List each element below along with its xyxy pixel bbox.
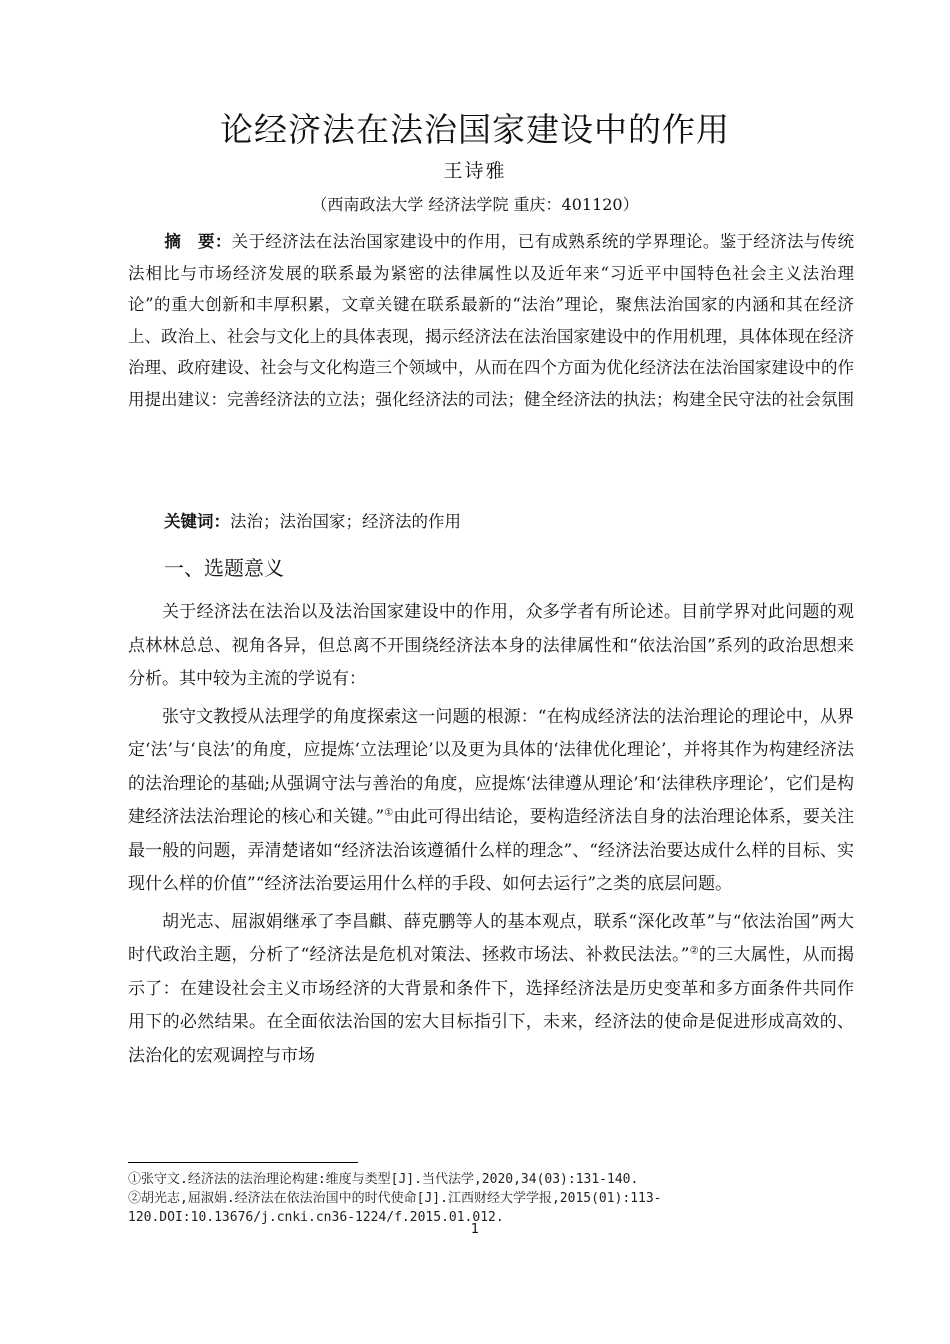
body-text <box>128 596 854 1073</box>
paragraph-2 <box>128 701 854 902</box>
paper-title: 论经济法在法治国家建设中的作用 <box>220 110 730 149</box>
section-heading: 一、选题意义 <box>164 556 284 580</box>
author-affiliation: （西南政法大学 经济法学院 重庆：401120） <box>311 195 639 214</box>
paragraph-1: 关于经济法在法治以及法治国家建设中的作用，众多学者有所论述。目前学界对此问题的观点林林总总、视角各异，但总离不开围绕经济法本身的法律属性和“依法治国”系列的政治思想来分析。其中较为主流的学说有： <box>128 602 854 689</box>
keywords-line <box>164 508 461 532</box>
keywords-label: 关键词： <box>164 512 230 531</box>
keywords-text: 法治；法治国家；经济法的作用 <box>230 512 461 531</box>
paragraph-3-part-a: 胡光志、屈淑娟继承了李昌麒、薛克鹏等人的基本观点，联系“深化改革”与“依法治国”两大时代政治主题，分析了“经济法是危机对策法、拯救市场法、补救民法法。” <box>128 911 854 965</box>
footnote-divider <box>128 1162 358 1163</box>
abstract-label: 摘 要： <box>164 232 232 251</box>
paragraph-2-part-b: 由此可得出结论，要构造经济法自身的法治理论体系，要关注最一般的问题，弄清楚诸如“经济法治该遵循什么样的理念”、“经济法治要达成什么样的目标、实现什么样的价值”“经济法治要运用什么样的手段、如何去运行”之类的底层问题。 <box>128 807 855 894</box>
abstract-text: 关于经济法在法治国家建设中的作用，已有成熟系统的学界理论。鉴于经济法与传统法相比与市场经济发展的联系最为紧密的法律属性以及近年来“习近平中国特色社会主义法治理论”的重大创新和丰厚积累，文章关键在联系最新的“法治”理论，聚焦法治国家的内涵和其在经济上、政治上、社会与文化上的具体表现，揭示经济法在法治国家建设中的作用机理，具体体现在经济治理、政府建设、社会与文化构造三个领域中，从而在四个方面为优化经济法在法治国家建设中的作用提出建议：完善经济法的立法；强化经济法的司法；健全经济法的执法；构建全民守法的社会氛围 <box>128 232 855 409</box>
footnote-ref-2[interactable]: ② <box>689 945 699 957</box>
paragraph-3 <box>128 906 854 1074</box>
abstract-block <box>128 226 854 415</box>
paragraph-2-part-a: 张守文教授从法理学的角度探索这一问题的根源：“在构成经济法的法治理论的理论中，从界定‘法’与‘良法’的角度，应提炼‘立法理论’以及更为具体的‘法律优化理论’，并将其作为构建经济法的法治理论的基础;从强调守法与善治的角度，应提炼‘法律遵从理论’和‘法律秩序理论’，它们是构建经济法法治理论的核心和关键。” <box>128 706 854 827</box>
author-name: 王诗雅 <box>443 160 507 182</box>
footnote-ref-1[interactable]: ① <box>384 807 394 819</box>
page-number: 1 <box>470 1222 480 1237</box>
paragraph-3-part-b: 的三大属性，从而揭示了：在建设社会主义市场经济的大背景和条件下，选择经济法是历史变革和多方面条件共同作用下的必然结果。在全面依法治国的宏大目标指引下，未来，经济法的使命是促进形成高效的、法治化的宏观调控与市场 <box>128 945 854 1066</box>
footnotes <box>128 1170 778 1227</box>
footnote-1: ①张守文.经济法的法治理论构建:维度与类型[J].当代法学,2020,34(03):131-140. <box>128 1172 639 1187</box>
footnote-2: ②胡光志,屈淑娟.经济法在依法治国中的时代使命[J].江西财经大学学报,2015(01):113-120.DOI:10.13676/j.cnki.cn36-1224/f.2015.01.012. <box>128 1191 662 1225</box>
